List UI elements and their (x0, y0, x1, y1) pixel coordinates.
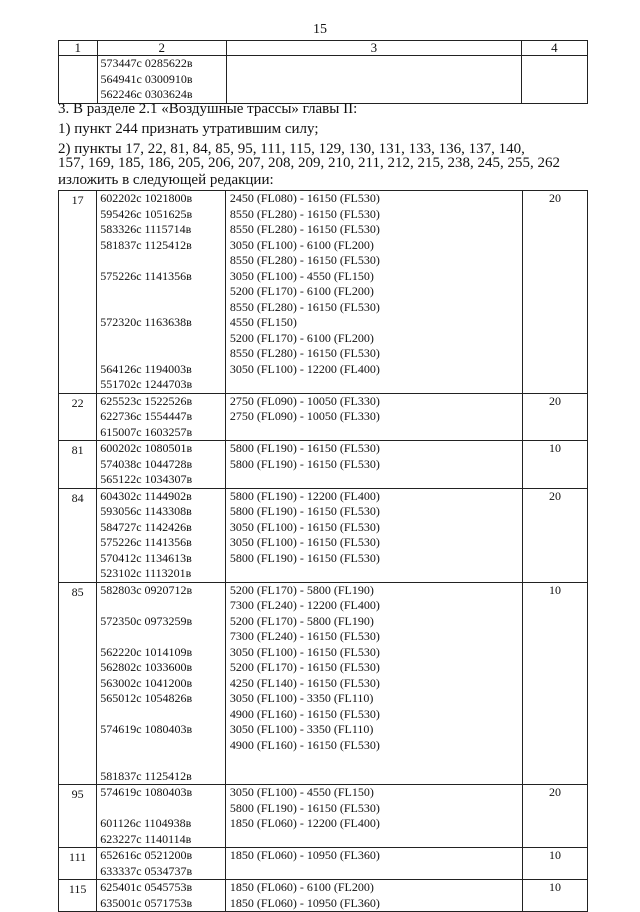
coord-line: 574038с 1044728в (100, 456, 193, 471)
coord-line: 581837с 1125412в (100, 237, 192, 252)
header-col-4: 4 (521, 41, 587, 56)
paragraph-subitem-2-line3: изложить в следующей редакции: (58, 172, 274, 188)
coord-line: 574619с 1080403в (100, 785, 193, 799)
table-header-row (59, 41, 588, 56)
coord-line (100, 331, 225, 347)
width-cell (521, 56, 587, 104)
coord-line: 601126с 1104938в (100, 816, 192, 830)
altitude-line: 5800 (FL190) - 12200 (FL400) (229, 488, 380, 503)
altitude-line: 2750 (FL090) - 10050 (FL330) (229, 393, 380, 408)
altitude-line (230, 425, 522, 441)
route-width-cell: 20 (523, 393, 588, 441)
altitude-line: 5800 (FL190) - 16150 (FL530) (229, 504, 380, 518)
table-row (59, 488, 588, 582)
table-row (59, 880, 588, 912)
altitude-line (230, 832, 522, 848)
altitude-cell (227, 56, 522, 104)
altitude-line: 1850 (FL060) - 6100 (FL200) (229, 880, 374, 894)
altitude-line: 1850 (FL060) - 10950 (FL360) (229, 848, 380, 862)
coord-line: 562220с 1014109в (100, 644, 193, 659)
altitude-line: 4900 (FL160) - 16150 (FL530) (229, 737, 380, 752)
table-row (59, 441, 588, 489)
route-number-cell: 115 (59, 880, 97, 912)
coord-line: 565122с 1034307в (100, 472, 193, 486)
altitude-line: 3050 (FL100) - 16150 (FL530) (229, 519, 380, 534)
altitude-line: 5200 (FL170) - 5800 (FL190) (229, 613, 374, 628)
altitude-cell (225, 582, 522, 785)
altitude-line: 5200 (FL170) - 6100 (FL200) (229, 330, 374, 345)
coord-cell (97, 56, 227, 104)
altitude-cell (225, 785, 522, 848)
altitude-line: 8550 (FL280) - 16150 (FL530) (229, 206, 380, 221)
route-number-cell: 95 (59, 785, 97, 848)
altitude-line: 3050 (FL100) - 4550 (FL150) (229, 785, 374, 799)
altitude-line: 1850 (FL060) - 10950 (FL360) (229, 895, 380, 910)
altitude-cell (225, 848, 522, 880)
coord-cell (97, 880, 226, 912)
continuation-table (58, 40, 588, 104)
coord-line: 575226с 1141356в (100, 535, 192, 549)
altitude-line: 3050 (FL100) - 6100 (FL200) (229, 237, 374, 252)
coord-line (100, 738, 225, 754)
coord-line: 615007с 1603257в (100, 424, 193, 439)
paragraph-subitem-1: 1) пункт 244 признать утратившим силу; (58, 121, 319, 137)
altitude-line: 7300 (FL240) - 16150 (FL530) (229, 629, 380, 643)
coord-cell (97, 488, 226, 582)
table-row (59, 56, 588, 104)
coord-line (100, 284, 225, 300)
altitude-line: 3050 (FL100) - 3350 (FL110) (229, 691, 374, 705)
table-row (59, 582, 588, 785)
altitude-cell (225, 191, 522, 394)
page-number: 15 (313, 22, 327, 37)
coord-line: 523102с 1113201в (100, 566, 192, 580)
route-number-cell: 81 (59, 441, 97, 489)
route-number-cell: 17 (59, 191, 97, 394)
altitude-line: 3050 (FL100) - 4550 (FL150) (229, 268, 374, 283)
coord-line: 604302с 1144902в (100, 488, 192, 503)
coord-line: 583326с 1115714в (100, 222, 192, 236)
table-row (59, 785, 588, 848)
coord-line: 572350с 0973259в (100, 613, 193, 628)
altitude-line: 3050 (FL100) - 16150 (FL530) (229, 644, 380, 659)
coord-cell (97, 393, 226, 441)
altitude-line: 8550 (FL280) - 16150 (FL530) (229, 253, 380, 267)
coord-line: 563002с 1041200в (100, 675, 193, 690)
coord-line: 625401с 0545753в (100, 880, 193, 894)
paragraph-subitem-2-line2: 157, 169, 185, 186, 205, 206, 207, 208, 209, 210, 211, 212, 215, 238, 245, 255, 262 (58, 155, 560, 171)
coord-line: 595426с 1051625в (100, 206, 193, 221)
coord-line (100, 598, 225, 614)
altitude-line (230, 377, 522, 393)
altitude-line: 3050 (FL100) - 16150 (FL530) (229, 535, 380, 549)
altitude-line: 5800 (FL190) - 16150 (FL530) (229, 550, 380, 565)
coord-cell (97, 785, 226, 848)
route-width-cell: 10 (523, 582, 588, 785)
air-routes-body (59, 191, 588, 912)
route-width-cell: 20 (523, 785, 588, 848)
altitude-line: 5200 (FL170) - 5800 (FL190) (229, 582, 374, 597)
coord-line: 562246с 0303624в (100, 87, 193, 101)
altitude-line: 2450 (FL080) - 16150 (FL530) (229, 191, 380, 205)
altitude-line: 8550 (FL280) - 16150 (FL530) (229, 346, 380, 360)
route-number-cell: 22 (59, 393, 97, 441)
altitude-cell (225, 393, 522, 441)
coord-line: 582803с 0920712в (100, 582, 193, 597)
coord-line: 564126с 1194003в (100, 361, 192, 376)
altitude-line (230, 769, 522, 785)
route-number-cell: 111 (59, 848, 97, 880)
coord-line (100, 753, 225, 769)
altitude-line (230, 472, 522, 488)
coord-line: 625523с 1522526в (100, 393, 193, 408)
coord-line (100, 629, 225, 645)
altitude-line: 5800 (FL190) - 16150 (FL530) (229, 441, 380, 455)
coord-line: 652616с 0521200в (100, 848, 193, 862)
air-routes-table (58, 190, 588, 912)
route-width-cell: 10 (523, 848, 588, 880)
coord-line: 570412с 1134613в (100, 550, 192, 565)
coord-line: 575226с 1141356в (100, 268, 192, 283)
altitude-line: 3050 (FL100) - 12200 (FL400) (229, 361, 380, 376)
table-row (59, 848, 588, 880)
route-width-cell: 10 (523, 880, 588, 912)
header-col-2: 2 (97, 41, 227, 56)
coord-line: 623227с 1140114в (100, 831, 192, 846)
route-width-cell: 10 (523, 441, 588, 489)
altitude-line: 8550 (FL280) - 16150 (FL530) (229, 299, 380, 314)
altitude-line: 4550 (FL150) (229, 315, 297, 329)
route-number-cell: 85 (59, 582, 97, 785)
route-number-cell: 84 (59, 488, 97, 582)
altitude-line: 1850 (FL060) - 12200 (FL400) (229, 816, 380, 830)
coord-line: 622736с 1554447в (100, 409, 193, 423)
coord-line: 593056с 1143308в (100, 504, 192, 518)
coord-line (100, 801, 225, 817)
coord-line: 581837с 1125412в (100, 768, 192, 783)
route-width-cell: 20 (523, 488, 588, 582)
coord-cell (97, 848, 226, 880)
coord-line: 572320с 1163638в (100, 315, 192, 329)
paragraph-item-3: 3. В разделе 2.1 «Воздушные трассы» главы II: (58, 101, 358, 117)
coord-line (100, 253, 225, 269)
paragraph-subitem-2-line1: 2) пункты 17, 22, 81, 84, 85, 95, 111, 115, 129, 130, 131, 133, 136, 137, 140, (58, 141, 525, 157)
altitude-cell (225, 880, 522, 912)
altitude-line: 5200 (FL170) - 6100 (FL200) (229, 284, 374, 298)
coord-line: 633337с 0534737в (100, 863, 193, 878)
altitude-line: 5800 (FL190) - 16150 (FL530) (229, 456, 380, 471)
coord-cell (97, 582, 226, 785)
altitude-line (230, 864, 522, 880)
altitude-line: 3050 (FL100) - 3350 (FL110) (229, 722, 374, 736)
altitude-line: 5800 (FL190) - 16150 (FL530) (229, 800, 380, 815)
coord-line: 635001с 0571753в (100, 895, 193, 910)
coord-line: 584727с 1142426в (100, 519, 192, 534)
altitude-line (230, 566, 522, 582)
coord-line (100, 346, 225, 362)
route-width-cell: 20 (523, 191, 588, 394)
altitude-line: 2750 (FL090) - 10050 (FL330) (229, 409, 380, 423)
altitude-cell (225, 441, 522, 489)
coord-line: 602202с 1021800в (100, 191, 193, 205)
coord-line (100, 300, 225, 316)
table-row (59, 191, 588, 394)
altitude-cell (225, 488, 522, 582)
coord-line: 564941с 0300910в (100, 71, 193, 86)
coord-cell (97, 191, 226, 394)
coord-line: 551702с 1244703в (100, 377, 193, 391)
altitude-line: 7300 (FL240) - 12200 (FL400) (229, 598, 380, 612)
coord-line: 600202с 1080501в (100, 441, 193, 455)
header-col-3: 3 (227, 41, 522, 56)
altitude-line (230, 753, 522, 769)
coord-cell (97, 441, 226, 489)
altitude-line: 4250 (FL140) - 16150 (FL530) (229, 675, 380, 690)
num-cell (59, 56, 98, 104)
header-col-1: 1 (59, 41, 98, 56)
coord-line: 573447с 0285622в (100, 56, 193, 70)
table-row (59, 393, 588, 441)
coord-line (100, 707, 225, 723)
coord-line: 574619с 1080403в (100, 722, 193, 736)
coord-line: 562802с 1033600в (100, 660, 193, 674)
altitude-line: 4900 (FL160) - 16150 (FL530) (229, 706, 380, 721)
altitude-line: 5200 (FL170) - 16150 (FL530) (229, 660, 380, 674)
coord-line: 565012с 1054826в (100, 691, 193, 705)
altitude-line: 8550 (FL280) - 16150 (FL530) (229, 222, 380, 236)
